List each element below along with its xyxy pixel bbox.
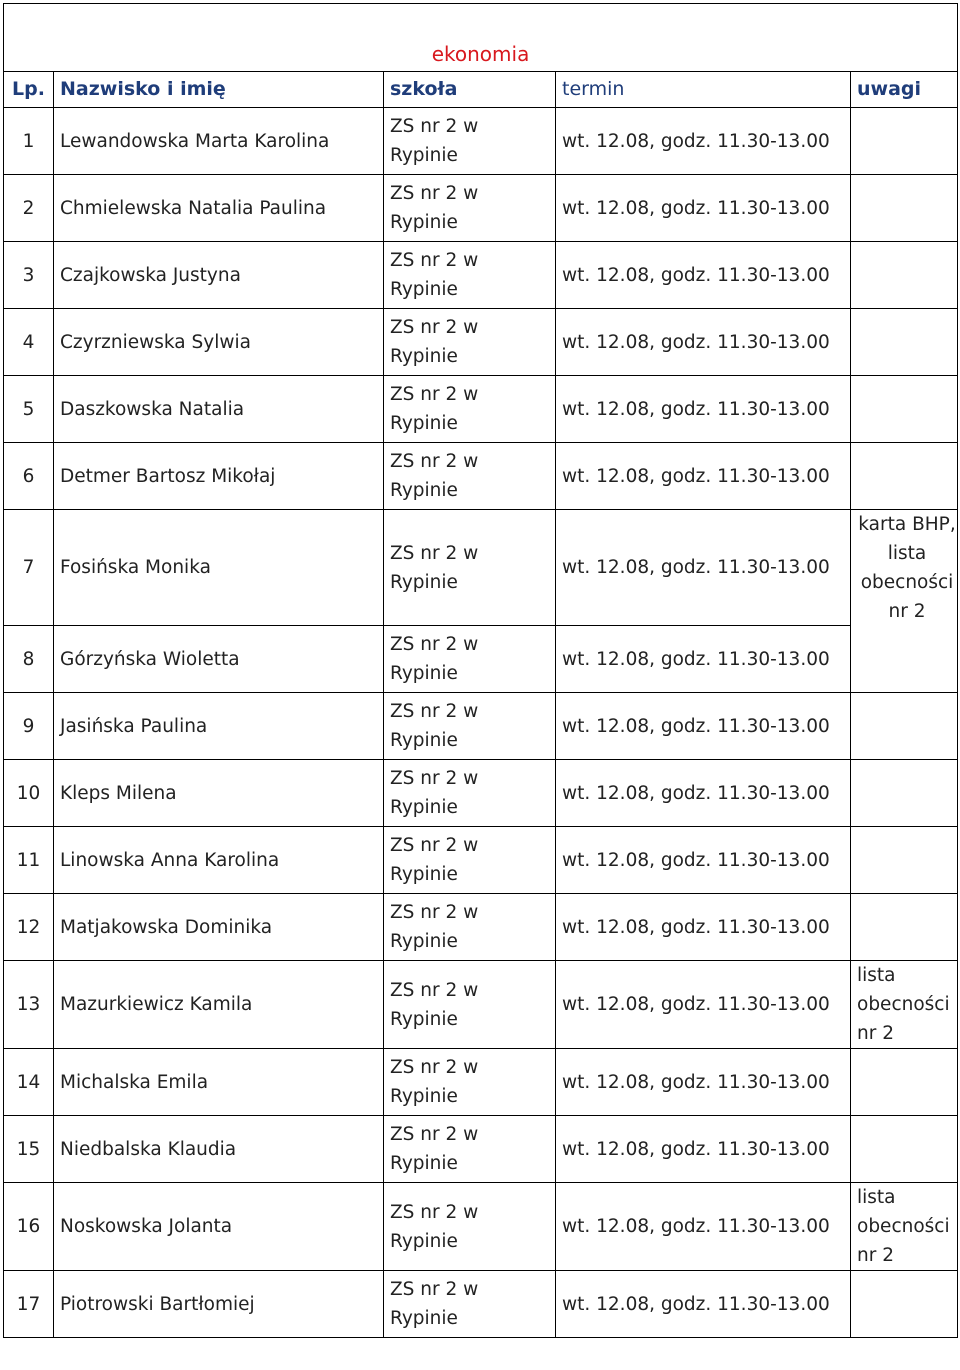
row-term: wt. 12.08, godz. 11.30-13.00 bbox=[556, 626, 851, 693]
row-school bbox=[384, 626, 556, 693]
row-notes bbox=[851, 894, 958, 961]
row-school bbox=[384, 242, 556, 309]
row-lp: 8 bbox=[4, 626, 54, 693]
row-lp: 3 bbox=[4, 242, 54, 309]
row-school bbox=[384, 693, 556, 760]
row-name: Kleps Milena bbox=[54, 760, 384, 827]
row-term: wt. 12.08, godz. 11.30-13.00 bbox=[556, 510, 851, 626]
table-row bbox=[4, 1049, 958, 1116]
row-notes bbox=[851, 443, 958, 510]
row-name: Mazurkiewicz Kamila bbox=[54, 961, 384, 1049]
school-line-2: Rypinie bbox=[390, 212, 458, 233]
header-name: Nazwisko i imię bbox=[54, 72, 384, 108]
row-lp: 10 bbox=[4, 760, 54, 827]
school-line-1: ZS nr 2 w bbox=[390, 1201, 479, 1223]
school-line-1: ZS nr 2 w bbox=[390, 1279, 479, 1300]
school-line-2: Rypinie bbox=[390, 1008, 458, 1030]
row-school bbox=[384, 760, 556, 827]
header-lp: Lp. bbox=[4, 72, 54, 108]
row-school bbox=[384, 1116, 556, 1183]
row-notes bbox=[851, 1049, 958, 1116]
row-lp: 15 bbox=[4, 1116, 54, 1183]
row-name: Michalska Emila bbox=[54, 1049, 384, 1116]
title-row bbox=[4, 4, 958, 72]
row-lp: 14 bbox=[4, 1049, 54, 1116]
school-line-1: ZS nr 2 w bbox=[390, 451, 479, 472]
table-row bbox=[4, 961, 958, 1049]
row-school bbox=[384, 827, 556, 894]
school-line-1: ZS nr 2 w bbox=[390, 902, 479, 923]
notes-text: lista obecności nr 2 bbox=[857, 1187, 950, 1266]
table-row bbox=[4, 376, 958, 443]
row-name: Piotrowski Bartłomiej bbox=[54, 1271, 384, 1338]
row-name: Jasińska Paulina bbox=[54, 693, 384, 760]
school-line-2: Rypinie bbox=[390, 931, 458, 952]
row-school bbox=[384, 376, 556, 443]
row-lp: 11 bbox=[4, 827, 54, 894]
row-name: Niedbalska Klaudia bbox=[54, 1116, 384, 1183]
row-school bbox=[384, 309, 556, 376]
row-term: wt. 12.08, godz. 11.30-13.00 bbox=[556, 1049, 851, 1116]
table-row bbox=[4, 693, 958, 760]
row-lp: 6 bbox=[4, 443, 54, 510]
school-line-2: Rypinie bbox=[390, 663, 458, 684]
row-lp: 17 bbox=[4, 1271, 54, 1338]
table-row bbox=[4, 760, 958, 827]
row-notes bbox=[851, 693, 958, 760]
table-row bbox=[4, 108, 958, 175]
row-term: wt. 12.08, godz. 11.30-13.00 bbox=[556, 1271, 851, 1338]
row-lp: 9 bbox=[4, 693, 54, 760]
school-line-1: ZS nr 2 w bbox=[390, 183, 479, 204]
table-row bbox=[4, 309, 958, 376]
row-name: Noskowska Jolanta bbox=[54, 1183, 384, 1271]
row-name: Linowska Anna Karolina bbox=[54, 827, 384, 894]
row-lp: 1 bbox=[4, 108, 54, 175]
school-line-2: Rypinie bbox=[390, 480, 458, 501]
school-line-1: ZS nr 2 w bbox=[390, 542, 479, 564]
row-term: wt. 12.08, godz. 11.30-13.00 bbox=[556, 894, 851, 961]
row-notes bbox=[851, 309, 958, 376]
table-row bbox=[4, 626, 958, 693]
row-lp: 4 bbox=[4, 309, 54, 376]
table-row bbox=[4, 827, 958, 894]
row-notes bbox=[851, 1271, 958, 1338]
school-line-1: ZS nr 2 w bbox=[390, 634, 479, 655]
notes-text: lista obecności nr 2 bbox=[857, 965, 950, 1044]
row-name: Czajkowska Justyna bbox=[54, 242, 384, 309]
school-line-2: Rypinie bbox=[390, 413, 458, 434]
attendance-table bbox=[3, 3, 958, 1338]
header-term: termin bbox=[556, 72, 851, 108]
row-school bbox=[384, 1271, 556, 1338]
row-term: wt. 12.08, godz. 11.30-13.00 bbox=[556, 693, 851, 760]
row-name: Górzyńska Wioletta bbox=[54, 626, 384, 693]
row-term: wt. 12.08, godz. 11.30-13.00 bbox=[556, 309, 851, 376]
table-row bbox=[4, 242, 958, 309]
row-notes bbox=[851, 376, 958, 443]
table-row bbox=[4, 1116, 958, 1183]
row-term: wt. 12.08, godz. 11.30-13.00 bbox=[556, 108, 851, 175]
school-line-2: Rypinie bbox=[390, 279, 458, 300]
row-notes bbox=[851, 1183, 958, 1271]
row-term: wt. 12.08, godz. 11.30-13.00 bbox=[556, 1116, 851, 1183]
row-notes bbox=[851, 760, 958, 827]
header-school: szkoła bbox=[384, 72, 556, 108]
school-line-2: Rypinie bbox=[390, 730, 458, 751]
row-term: wt. 12.08, godz. 11.30-13.00 bbox=[556, 242, 851, 309]
row-name: Chmielewska Natalia Paulina bbox=[54, 175, 384, 242]
row-name: Czyrzniewska Sylwia bbox=[54, 309, 384, 376]
row-name: Fosińska Monika bbox=[54, 510, 384, 626]
row-term: wt. 12.08, godz. 11.30-13.00 bbox=[556, 1183, 851, 1271]
row-school bbox=[384, 961, 556, 1049]
row-name: Daszkowska Natalia bbox=[54, 376, 384, 443]
row-notes bbox=[851, 175, 958, 242]
row-term: wt. 12.08, godz. 11.30-13.00 bbox=[556, 961, 851, 1049]
table-row bbox=[4, 1271, 958, 1338]
row-term: wt. 12.08, godz. 11.30-13.00 bbox=[556, 827, 851, 894]
school-line-2: Rypinie bbox=[390, 1153, 458, 1174]
sheet-title: ekonomia bbox=[4, 4, 958, 72]
table-row bbox=[4, 443, 958, 510]
row-school bbox=[384, 108, 556, 175]
school-line-2: Rypinie bbox=[390, 145, 458, 166]
row-school bbox=[384, 175, 556, 242]
row-notes bbox=[851, 242, 958, 309]
row-notes bbox=[851, 1116, 958, 1183]
row-term: wt. 12.08, godz. 11.30-13.00 bbox=[556, 376, 851, 443]
school-line-2: Rypinie bbox=[390, 571, 458, 593]
row-name: Matjakowska Dominika bbox=[54, 894, 384, 961]
school-line-1: ZS nr 2 w bbox=[390, 835, 479, 856]
table-row bbox=[4, 894, 958, 961]
school-line-1: ZS nr 2 w bbox=[390, 1124, 479, 1145]
header-notes: uwagi bbox=[851, 72, 958, 108]
row-name: Lewandowska Marta Karolina bbox=[54, 108, 384, 175]
school-line-1: ZS nr 2 w bbox=[390, 979, 479, 1001]
row-notes bbox=[851, 108, 958, 175]
row-lp: 7 bbox=[4, 510, 54, 626]
notes-text: karta BHP, lista obecności nr 2 bbox=[858, 514, 956, 622]
row-school bbox=[384, 1049, 556, 1116]
school-line-2: Rypinie bbox=[390, 346, 458, 367]
row-name: Detmer Bartosz Mikołaj bbox=[54, 443, 384, 510]
row-term: wt. 12.08, godz. 11.30-13.00 bbox=[556, 443, 851, 510]
row-notes bbox=[851, 961, 958, 1049]
table-row bbox=[4, 510, 958, 626]
row-term: wt. 12.08, godz. 11.30-13.00 bbox=[556, 760, 851, 827]
school-line-1: ZS nr 2 w bbox=[390, 116, 479, 137]
school-line-1: ZS nr 2 w bbox=[390, 701, 479, 722]
school-line-2: Rypinie bbox=[390, 1086, 458, 1107]
row-school bbox=[384, 1183, 556, 1271]
school-line-1: ZS nr 2 w bbox=[390, 1057, 479, 1078]
row-notes bbox=[851, 827, 958, 894]
row-lp: 5 bbox=[4, 376, 54, 443]
school-line-1: ZS nr 2 w bbox=[390, 384, 479, 405]
header-row bbox=[4, 72, 958, 108]
school-line-1: ZS nr 2 w bbox=[390, 317, 479, 338]
table-row bbox=[4, 175, 958, 242]
row-lp: 12 bbox=[4, 894, 54, 961]
school-line-2: Rypinie bbox=[390, 797, 458, 818]
row-school bbox=[384, 443, 556, 510]
row-school bbox=[384, 510, 556, 626]
row-lp: 2 bbox=[4, 175, 54, 242]
row-notes bbox=[851, 510, 958, 693]
school-line-2: Rypinie bbox=[390, 1230, 458, 1252]
row-term: wt. 12.08, godz. 11.30-13.00 bbox=[556, 175, 851, 242]
school-line-1: ZS nr 2 w bbox=[390, 768, 479, 789]
school-line-1: ZS nr 2 w bbox=[390, 250, 479, 271]
row-school bbox=[384, 894, 556, 961]
row-lp: 16 bbox=[4, 1183, 54, 1271]
school-line-2: Rypinie bbox=[390, 1308, 458, 1329]
school-line-2: Rypinie bbox=[390, 864, 458, 885]
row-lp: 13 bbox=[4, 961, 54, 1049]
table-row bbox=[4, 1183, 958, 1271]
